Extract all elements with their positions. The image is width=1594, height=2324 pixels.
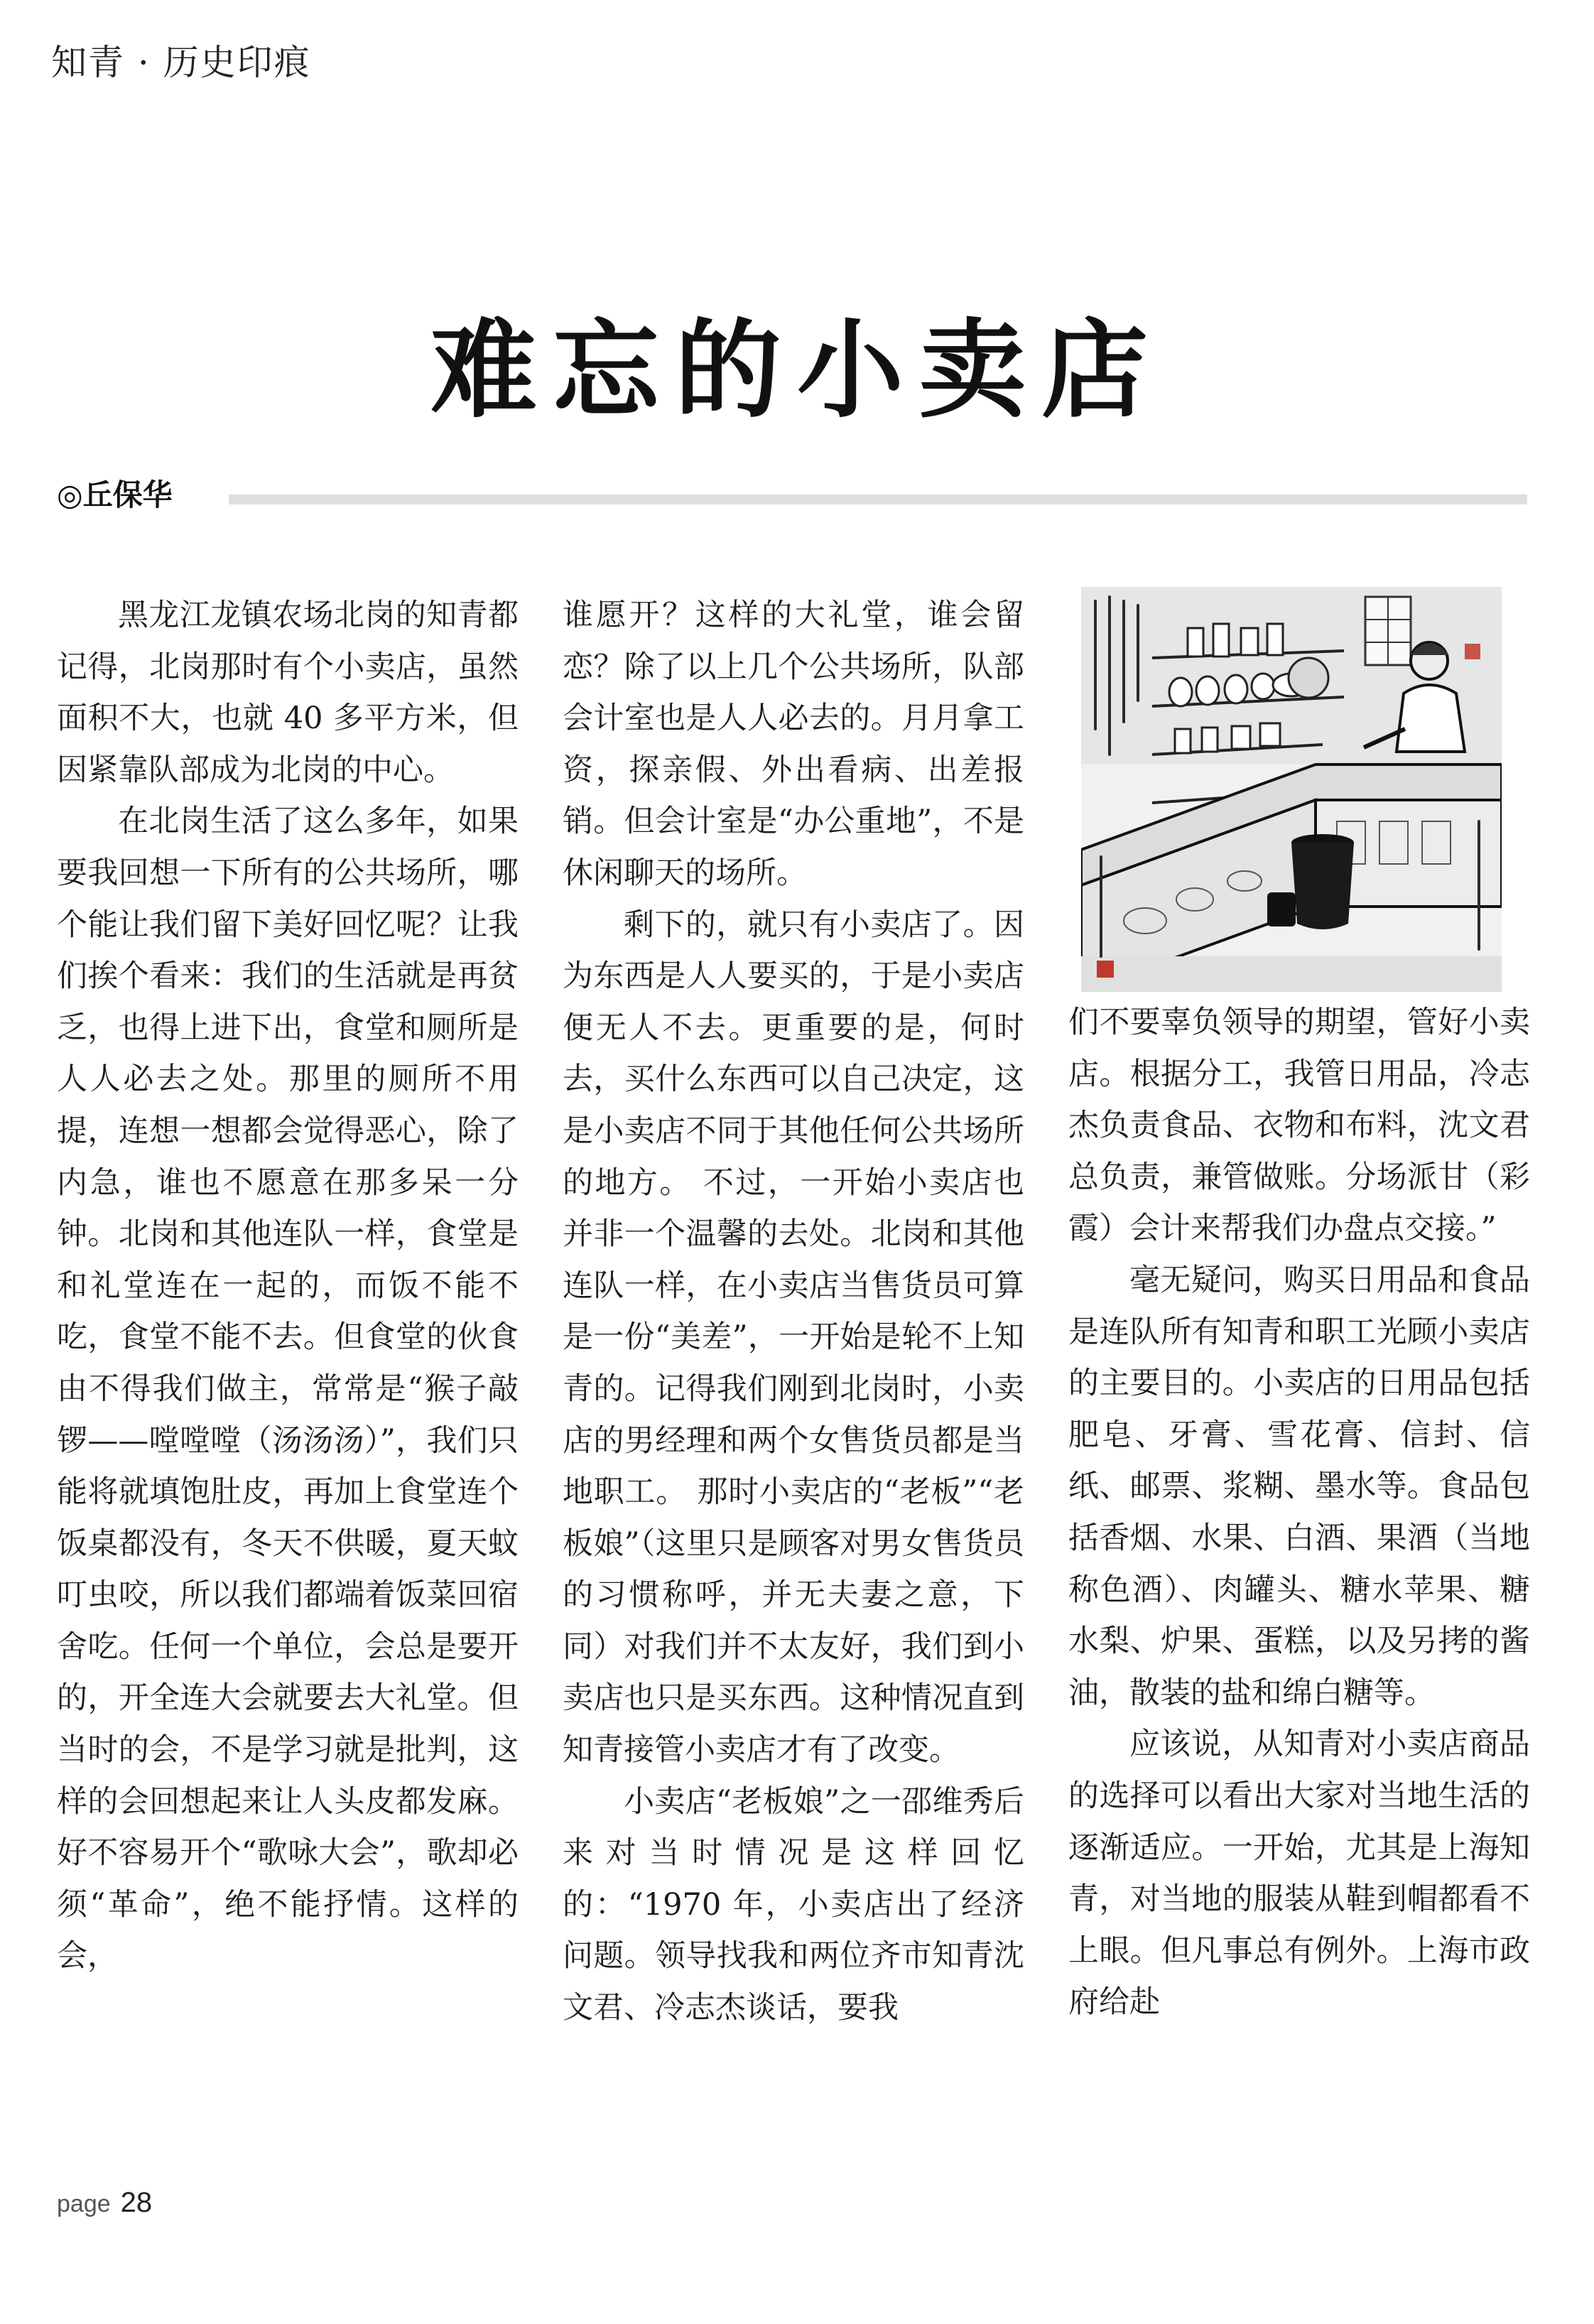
paragraph-continued: 谁愿开？这样的大礼堂，谁会留恋？除了以上几个公共场所，队部会计室也是人人必去的。月月拿工资，探亲假、外出看病、出差报销。但会计室是“办公重地”，不是休闲聊天的场所。 (563, 598, 1024, 891)
paragraph: 小卖店“老板娘”之一邵维秀后来对当时情况是这样回忆的：“1970 年，小卖店出了经济问题。领导找我和两位齐市知青沈文君、冷志杰谈话，要我 (563, 1783, 1024, 2026)
section-header: 知青 · 历史印痕 (51, 42, 311, 83)
paragraph: 应该说，从知青对小卖店商品的选择可以看出大家对当地生活的逐渐适应。一开始，尤其是上海知青，对当地的服装从鞋到帽都看不上眼。但凡事总有例外。上海市政府给赴 (1068, 1726, 1530, 2021)
paragraph: 在北岗生活了这么多年，如果要我回想一下所有的公共场所，哪个能让我们留下美好回忆呢？让我们挨个看来：我们的生活就是再贫乏，也得上进下出，食堂和厕所是人人必去之处。那里的厕所不用提，连想一想都会觉得恶心，除了内急，谁也不愿意在那多呆一分钟。北岗和其他连队一样，食堂是和礼堂连在一起的，而饭不能不吃，食堂不能不去。但食堂的伙食由不得我们做主，常常是“猴子敲锣——嘡嘡嘡（汤汤汤）”，我们只能将就填饱肚皮，再加上食堂连个饭桌都没有，冬天不供暖，夏天蚊叮虫咬，所以我们都端着饭菜回宿舍吃。任何一个单位，会总是要开的，开全连大会就要去大礼堂。但当时的会，不是学习就是批判，这样的会回想起来让人头皮都发麻。好不容易开个“歌咏大会”，歌却必须“革命”，绝不能抒情。这样的会， (57, 804, 519, 1974)
shop-ink-illustration (1081, 587, 1502, 992)
title-divider (229, 494, 1527, 504)
paragraph: 黑龙江龙镇农场北岗的知青都记得，北岗那时有个小卖店，虽然面积不大，也就 40 多平方米，但因紧靠队部成为北岗的中心。 (57, 598, 519, 788)
paragraph-continued: 们不要辜负领导的期望，管好小卖店。根据分工，我管日用品，冷志杰负责食品、衣物和布料，沈文君总负责，兼管做账。分场派甘（彩霞）会计来帮我们办盘点交接。” (1068, 1005, 1530, 1247)
text-column-3 (1068, 997, 1530, 2028)
text-column-1 (57, 590, 519, 1982)
paragraph: 毫无疑问，购买日用品和食品是连队所有知青和职工光顾小卖店的主要目的。小卖店的日用品包括肥皂、牙膏、雪花膏、信封、信纸、邮票、浆糊、墨水等。食品包括香烟、水果、白酒、果酒（当地称色酒）、肉罐头、糖水苹果、糖水梨、炉果、蛋糕，以及另拷的酱油，散装的盐和绵白糖等。 (1068, 1262, 1530, 1711)
page-footer (57, 2187, 152, 2219)
text-column-2 (563, 590, 1024, 2034)
page-label: page (57, 2190, 111, 2217)
author-byline: ◎丘保华 (57, 478, 173, 512)
page-number: 28 (120, 2187, 153, 2218)
paragraph: 剩下的，就只有小卖店了。因为东西是人人要买的，于是小卖店便无人不去。更重要的是，何时去，买什么东西可以自己决定，这是小卖店不同于其他任何公共场所的地方。 不过，一开始小卖店也并非一个温馨的去处。北岗和其他连队一样，在小卖店当售货员可算是一份“美差”，一开始是轮不上知青的。记得我们刚到北岗时，小卖店的男经理和两个女售货员都是当地职工。 那时小卖店的“老板”“老板娘”（这里只是顾客对男女售货员的习惯称呼，并无夫妻之意，下同）对我们并不太友好，我们到小卖店也只是买东西。这种情况直到知青接管小卖店才有了改变。 (563, 907, 1024, 1768)
article-title: 难忘的小卖店 (430, 308, 1164, 433)
